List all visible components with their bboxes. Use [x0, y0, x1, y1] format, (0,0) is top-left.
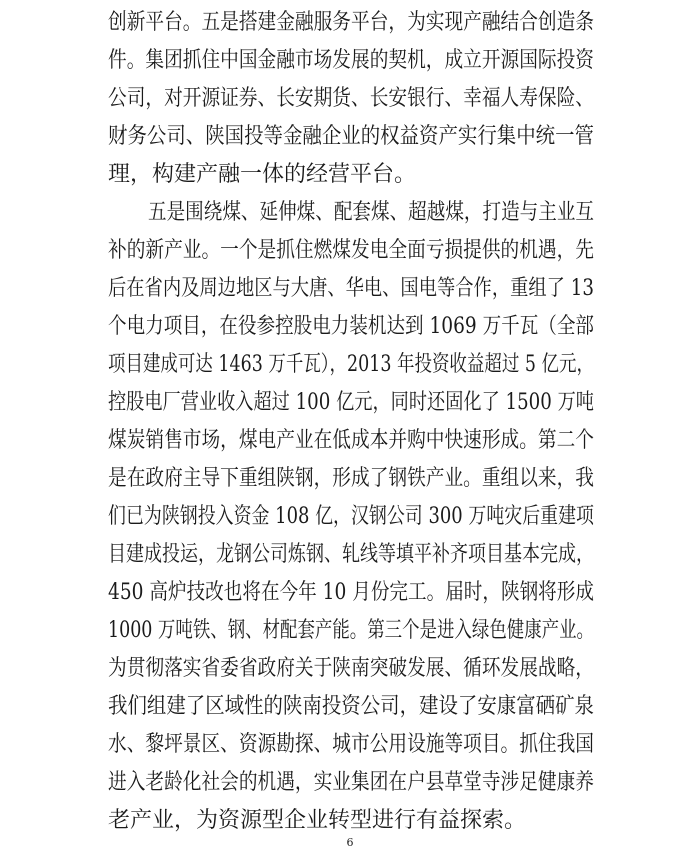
- text-line: 煤炭销售市场，煤电产业在低成本并购中快速形成。第二个: [108, 428, 595, 453]
- text-line: 件。集团抓住中国金融市场发展的契机，成立开源国际投资: [108, 48, 595, 73]
- text-line: 进入老龄化社会的机遇，实业集团在户县草堂寺涉足健康养: [108, 770, 595, 795]
- text-line: 创新平台。五是搭建金融服务平台，为实现产融结合创造条: [108, 10, 595, 35]
- text-line: 水、黎坪景区、资源勘探、城市公用设施等项目。抓住我国: [108, 732, 595, 757]
- text-line: 是在政府主导下重组陕钢，形成了钢铁产业。重组以来，我: [108, 466, 595, 491]
- text-line: 们已为陕钢投入资金 108 亿，汉钢公司 300 万吨灾后重建项: [108, 504, 594, 529]
- text-line: 1000 万吨铁、钢、材配套产能。第三个是进入绿色健康产业。: [108, 618, 594, 643]
- text-line: 财务公司、陕国投等金融企业的权益资产实行集中统一管: [108, 124, 595, 149]
- text-line: 项目建成可达 1463 万千瓦），2013 年投资收益超过 5 亿元，: [108, 352, 594, 377]
- text-line: 后在省内及周边地区与大唐、华电、国电等合作，重组了 13: [108, 276, 594, 301]
- text-line: 老产业，为资源型企业转型进行有益探索。: [108, 808, 527, 833]
- text-line: 450 高炉技改也将在今年 10 月份完工。届时，陕钢将形成: [108, 580, 594, 605]
- text-line: 为贯彻落实省委省政府关于陕南突破发展、循环发展战略，: [108, 656, 595, 681]
- page-number: 6: [346, 836, 354, 849]
- text-line: 公司，对开源证券、长安期货、长安银行、幸福人寿保险、: [108, 86, 595, 111]
- text-line: 我们组建了区域性的陕南投资公司，建设了安康富硒矿泉: [108, 694, 595, 719]
- text-line: 个电力项目，在役参控股电力装机达到 1069 万千瓦（全部: [108, 314, 594, 339]
- text-line: 目建成投运，龙钢公司炼钢、轧线等填平补齐项目基本完成，: [108, 542, 595, 567]
- text-line: 理，构建产融一体的经营平台。: [108, 162, 417, 187]
- text-line: 补的新产业。一个是抓住燃煤发电全面亏损提供的机遇，先: [108, 238, 595, 263]
- paragraph-first-line: 五是围绕煤、延伸煤、配套煤、超越煤，打造与主业互: [148, 200, 595, 225]
- text-line: 控股电厂营业收入超过 100 亿元，同时还固化了 1500 万吨: [108, 390, 594, 415]
